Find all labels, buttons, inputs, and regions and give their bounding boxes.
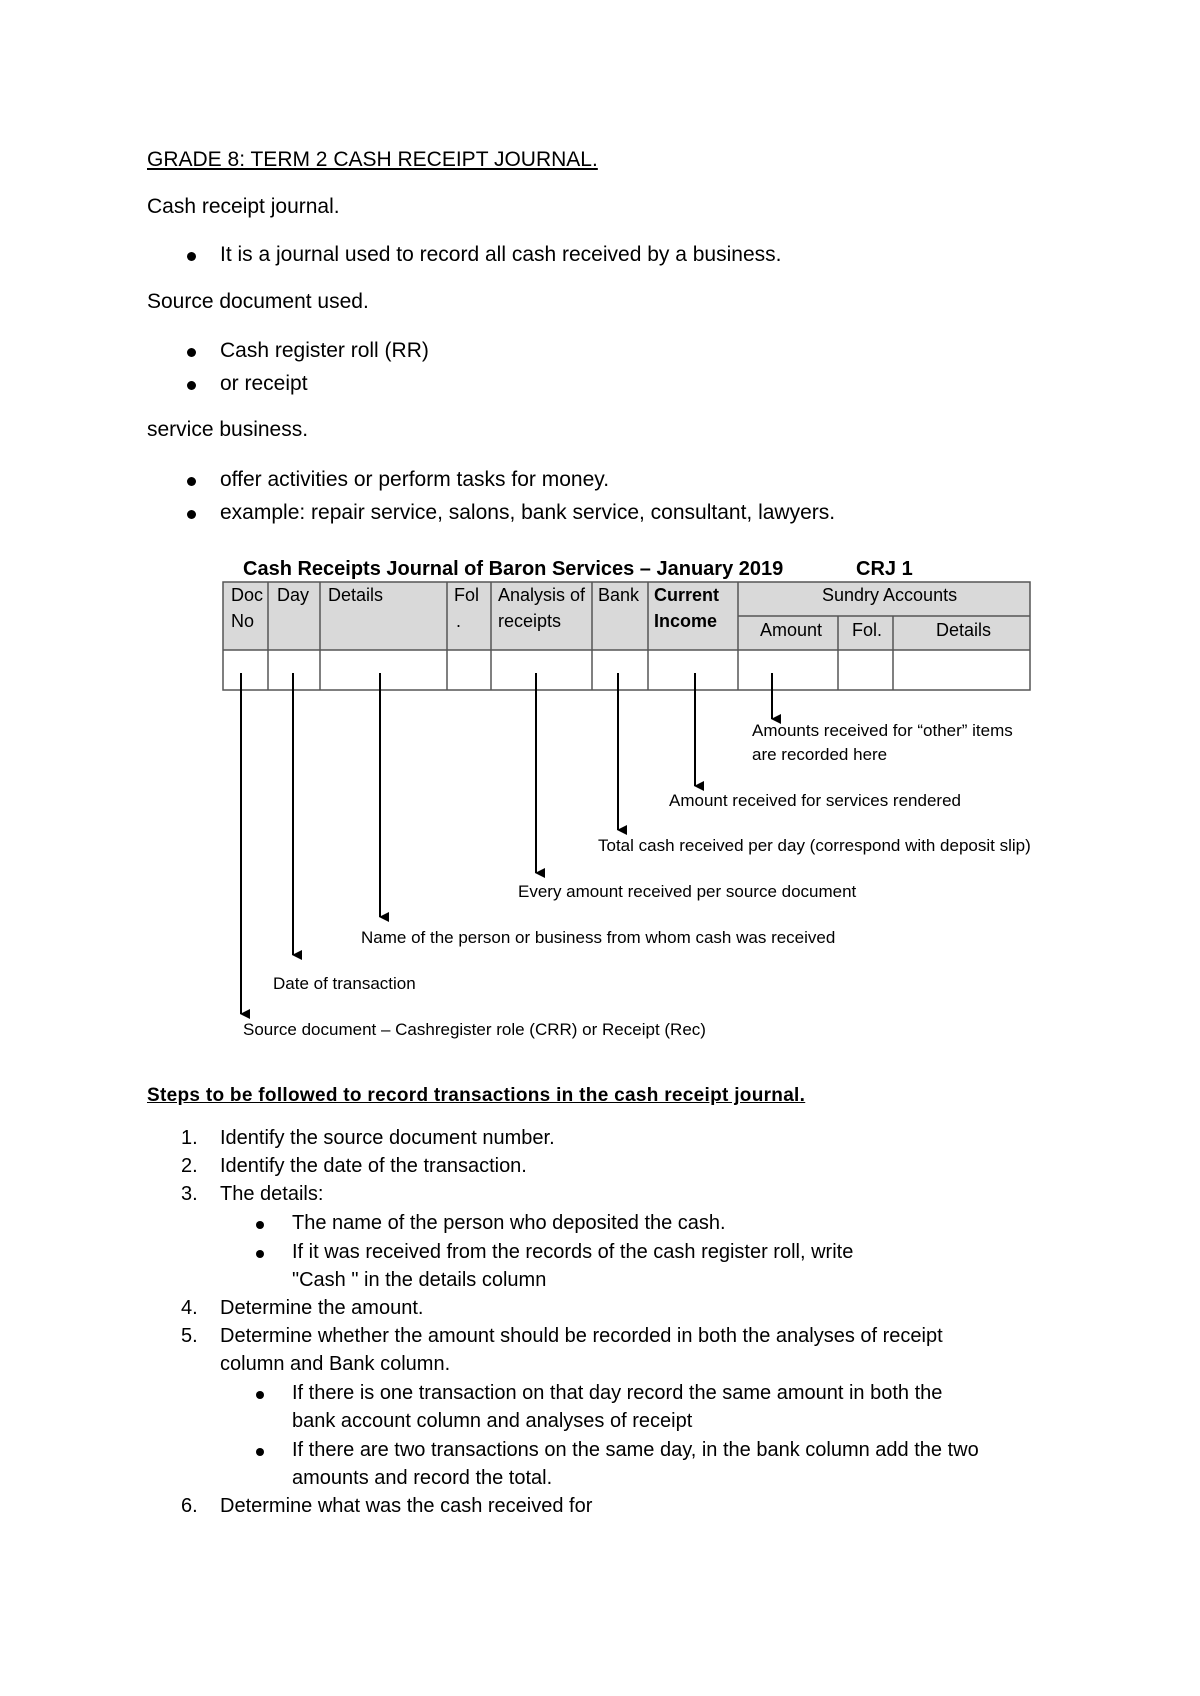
step-1-number: 1.: [181, 1127, 198, 1149]
step-5-bullet-2-line-1: If there are two transactions on the same day, in the bank column add the two: [292, 1439, 979, 1461]
bullet-icon: [256, 1391, 264, 1399]
col-amount-label: Amount: [760, 620, 823, 640]
note-bank: Total cash received per day (correspond with deposit slip): [598, 836, 1031, 855]
bullet-receipt: or receipt: [220, 372, 308, 395]
col-doc-label-2: No: [231, 611, 255, 631]
note-sundry-2: are recorded here: [752, 745, 888, 764]
heading-cash-receipt-journal: Cash receipt journal.: [147, 195, 340, 218]
col-sundry-label: Sundry Accounts: [822, 585, 958, 605]
step-6-text: Determine what was the cash received for: [220, 1495, 593, 1517]
col-sundry-details-label: Details: [936, 620, 992, 640]
diagram-code: CRJ 1: [856, 558, 913, 580]
col-current-label-2: Income: [654, 611, 718, 631]
col-fol-label-2: .: [456, 611, 462, 631]
step-3-number: 3.: [181, 1183, 198, 1205]
step-3-bullet-2-line-1: If it was received from the records of the cash register roll, write: [292, 1241, 854, 1263]
step-5-bullet-2-line-2: amounts and record the total.: [292, 1467, 553, 1489]
page-title: GRADE 8: TERM 2 CASH RECEIPT JOURNAL.: [147, 148, 598, 171]
step-4-text: Determine the amount.: [220, 1297, 424, 1319]
note-analysis: Every amount received per source document: [518, 882, 857, 901]
col-bank-label: Bank: [598, 585, 640, 605]
bullet-icon: [256, 1221, 264, 1229]
col-current-label-1: Current: [654, 585, 720, 605]
note-details: Name of the person or business from whom cash was received: [361, 928, 836, 947]
bullet-icon: [256, 1250, 264, 1258]
step-6-number: 6.: [181, 1495, 198, 1517]
step-5-text-line-1: Determine whether the amount should be recorded in both the analyses of receipt: [220, 1325, 943, 1347]
step-5-bullet-1-line-2: bank account column and analyses of receipt: [292, 1410, 693, 1432]
col-sundry-fol-label: Fol.: [852, 620, 883, 640]
step-3-bullet-1: The name of the person who deposited the cash.: [292, 1212, 726, 1234]
col-day-label: Day: [277, 585, 310, 605]
bullet-cash-register: Cash register roll (RR): [220, 339, 429, 362]
bullet-offer-activities: offer activities or perform tasks for money.: [220, 468, 610, 491]
diagram-title: Cash Receipts Journal of Baron Services – January 2019: [243, 558, 784, 580]
bullet-definition: It is a journal used to record all cash received by a business.: [220, 243, 782, 266]
step-1-text: Identify the source document number.: [220, 1127, 555, 1149]
col-analysis-label-1: Analysis of: [498, 585, 586, 605]
col-doc-label-1: Doc: [231, 585, 264, 605]
note-current-income: Amount received for services rendered: [669, 791, 961, 810]
steps-heading: Steps to be followed to record transactions in the cash receipt journal.: [147, 1085, 806, 1106]
bullet-icon: [256, 1448, 264, 1456]
heading-source-document: Source document used.: [147, 290, 369, 313]
col-analysis-label-2: receipts: [498, 611, 562, 631]
step-3-bullet-2-line-2: "Cash " in the details column: [292, 1269, 547, 1291]
step-5-text-line-2: column and Bank column.: [220, 1353, 451, 1375]
col-fol-label-1: Fol: [454, 585, 480, 605]
step-5-bullet-1-line-1: If there is one transaction on that day record the same amount in both the: [292, 1382, 943, 1404]
heading-service-business: service business.: [147, 418, 309, 441]
note-doc: Source document – Cashregister role (CRR) or Receipt (Rec): [243, 1020, 706, 1039]
step-5-number: 5.: [181, 1325, 198, 1347]
bullet-examples: example: repair service, salons, bank service, consultant, lawyers.: [220, 501, 836, 524]
note-day: Date of transaction: [273, 974, 416, 993]
col-details-label: Details: [328, 585, 384, 605]
step-3-text: The details:: [220, 1183, 324, 1205]
step-4-number: 4.: [181, 1297, 198, 1319]
table-body-row: [223, 650, 1030, 690]
note-sundry-1: Amounts received for “other” items: [752, 721, 1013, 740]
step-2-number: 2.: [181, 1155, 198, 1177]
step-2-text: Identify the date of the transaction.: [220, 1155, 527, 1177]
